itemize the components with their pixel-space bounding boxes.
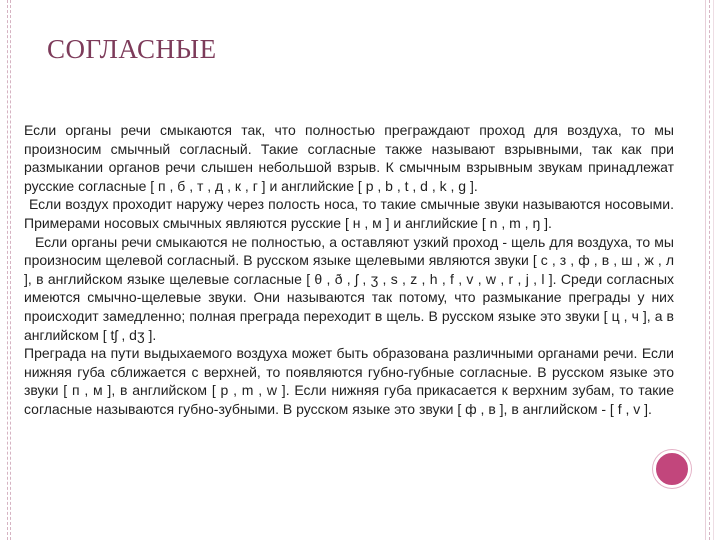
slide-title: СОГЛАСНЫЕ	[47, 34, 217, 64]
decorative-circle	[653, 450, 691, 488]
paragraph-plosives: Если органы речи смыкаются так, что полностью преграждают проход для воздуха, то мы произносим смычный согласный. Такие согласные также называют взрывными, так как при размыкании органов речи слышен небольшой взрыв. К смычным взрывным звукам принадлежат русские согласные [ п , б , т , д , к , г ] и английские [ p , b , t , d , k , g ].	[24, 122, 674, 194]
right-border-line-outer	[713, 0, 714, 540]
right-border-line	[705, 0, 706, 540]
paragraph-labials: Преграда на пути выдыхаемого воздуха может быть образована различными органами речи. Если нижняя губа сближается с верхней, то появляются губно-губные согласные. В русском языке это звуки [ п , м ], в английском [ p , m , w ]. Если нижняя губа прикасается к верхним зубам, то такие согласные называются губно-зубными. В русском языке это звуки [ ф , в ], в английском - [ f , v ].	[24, 345, 674, 417]
paragraph-fricatives: Если органы речи смыкаются не полностью, а оставляют узкий проход - щель для воздуха, то мы произносим щелевой согласный. В русском языке щелевыми являются звуки [ с , з , ф , в , ш , ж , л ], в английском языке щелевые согласные [ θ , ð , ʃ , ʒ , s , z , h , f , v , w , r , j , l ]. Среди согласных имеются смычно-щелевые звуки. Они называются так потому, что размыкание преграды у них происходит замедленно; полная преграда переходит в щель. В русском языке это звуки [ ц , ч ], а в английском [ tʃ , dʒ ].	[24, 233, 674, 343]
slide-body	[24, 121, 674, 419]
right-border-line-dashed	[709, 0, 710, 540]
paragraph-nasals: Если воздух проходит наружу через полость носа, то такие смычные звуки называются носовыми. Примерами носовых смычных являются русские [ н , м ] и английские [ n , m , ŋ ].	[24, 196, 674, 231]
left-border-line	[7, 0, 8, 540]
left-border-line-inner	[10, 0, 11, 540]
